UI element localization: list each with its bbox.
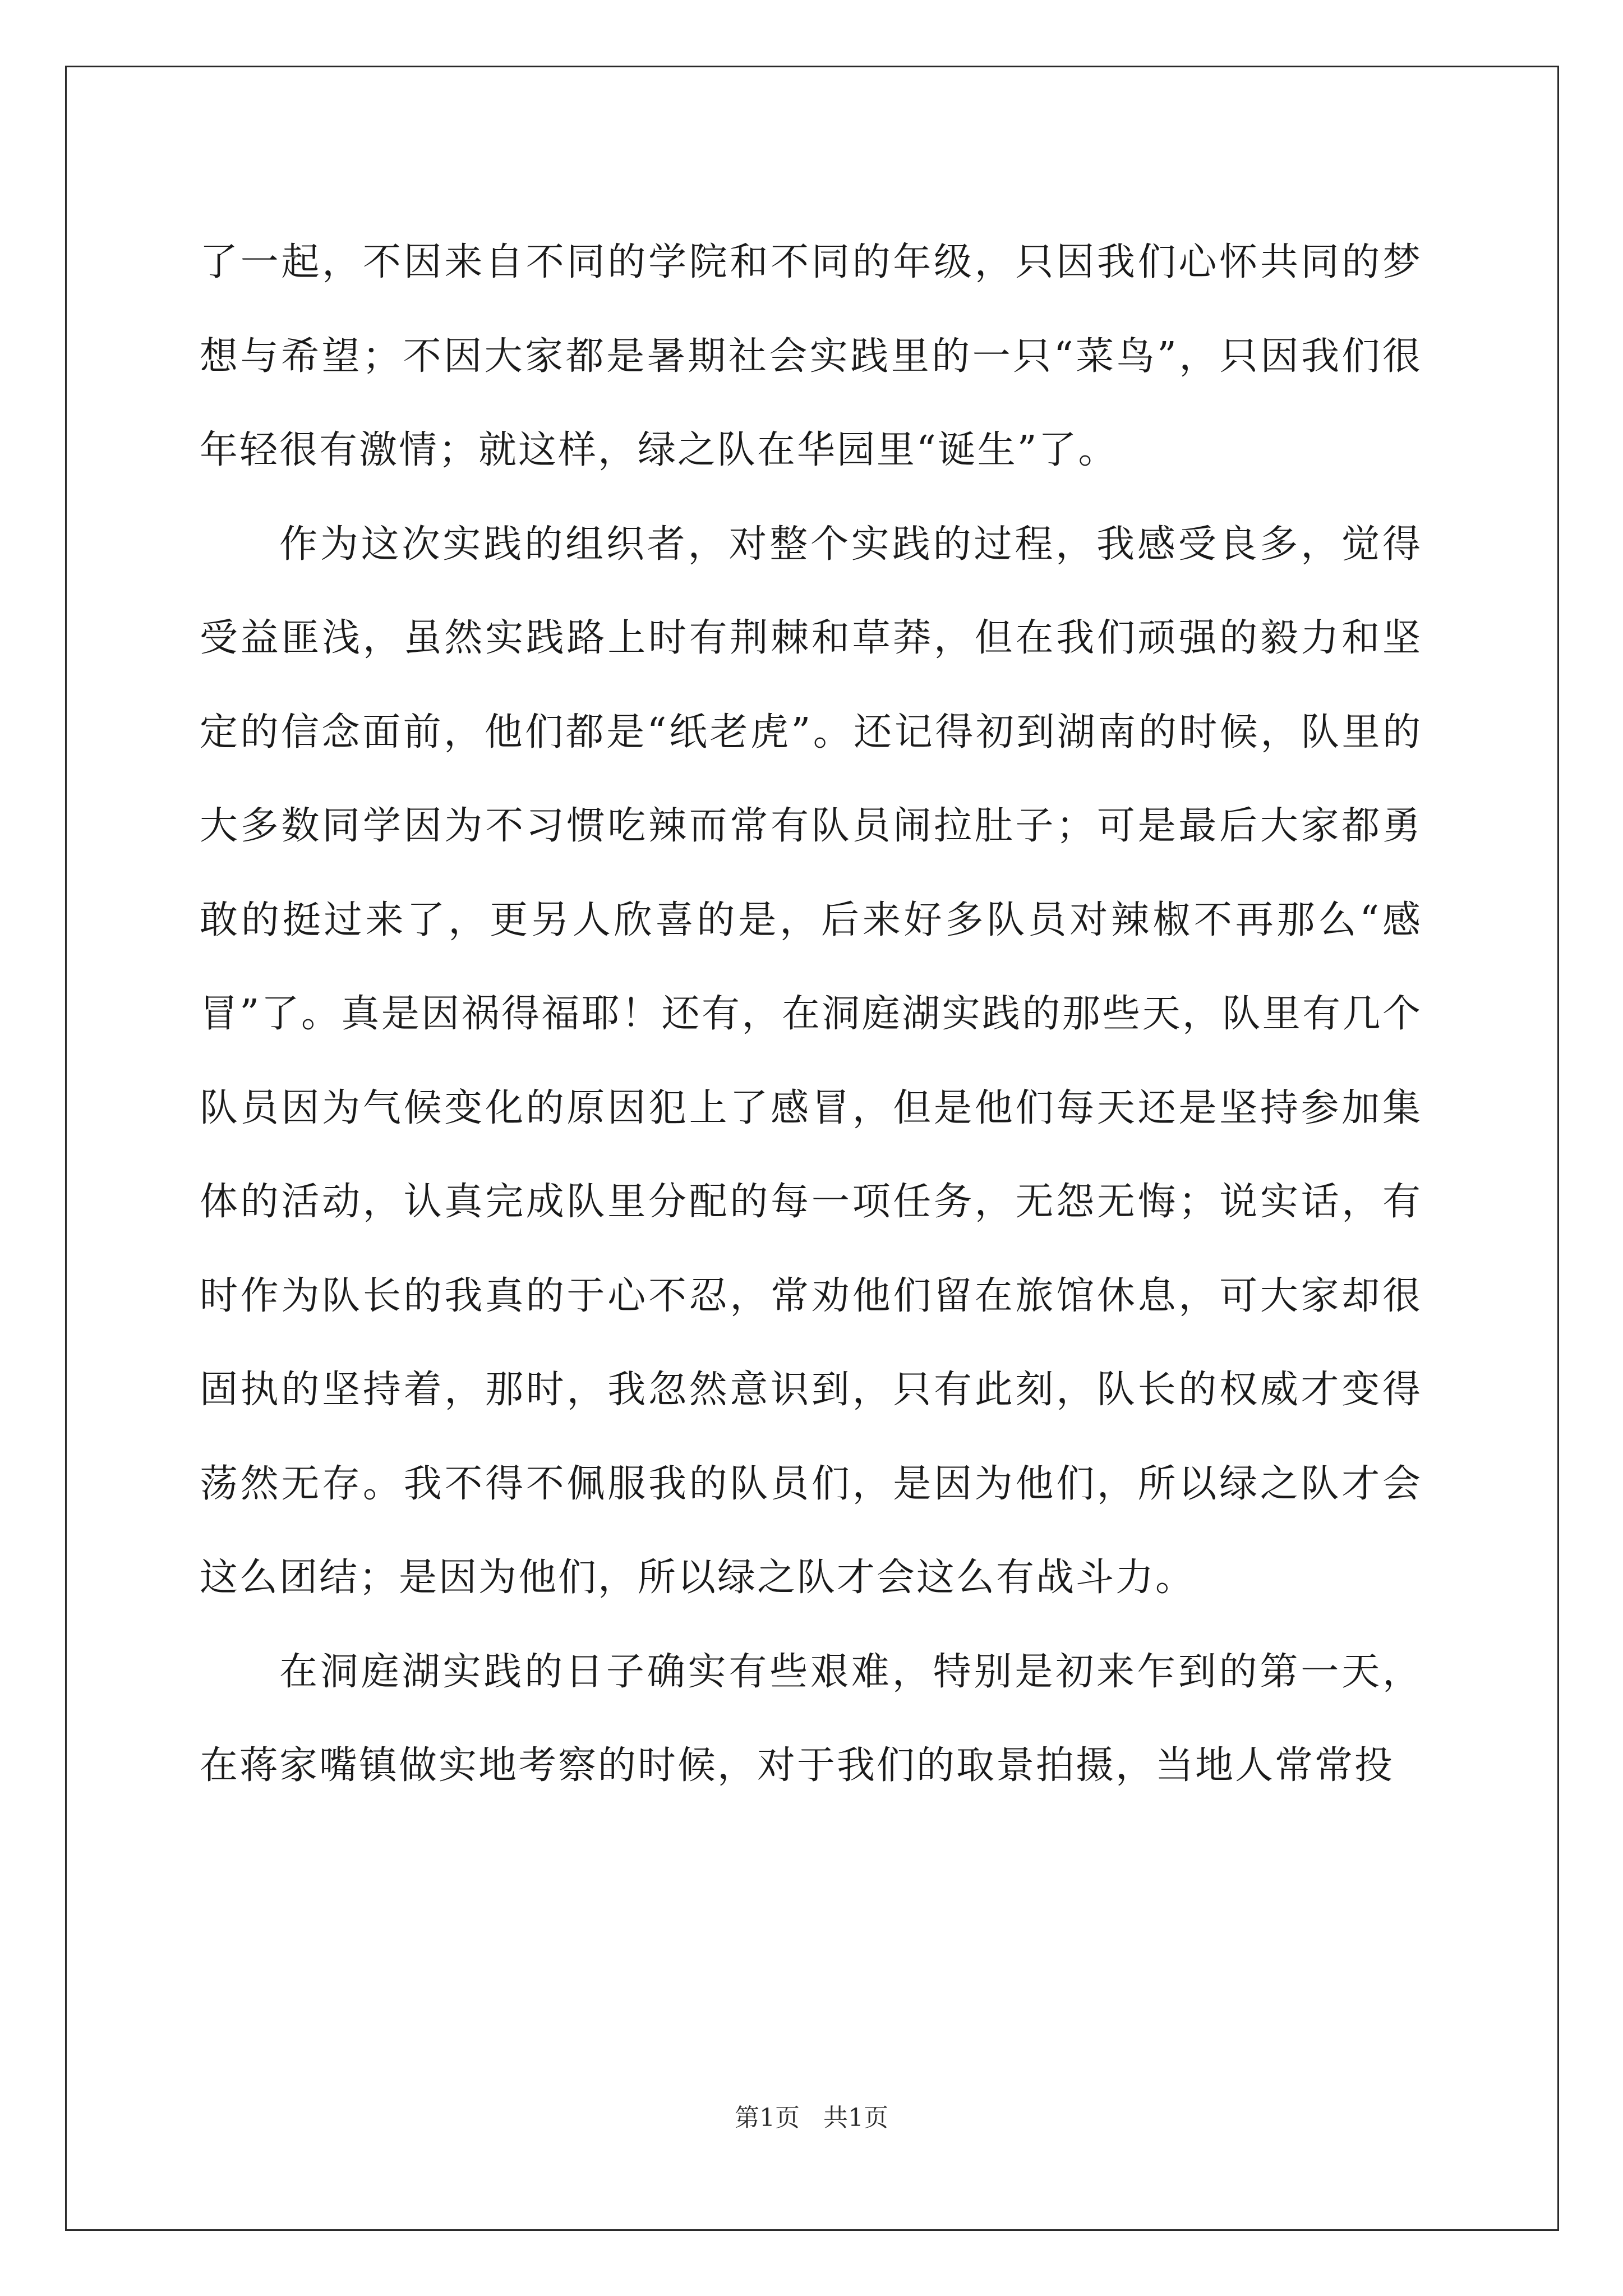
paragraph-3: 在洞庭湖实践的日子确实有些艰难，特别是初来乍到的第一天，在蒋家嘴镇做实地考察的时候，对于我们的取景拍摄，当地人常常投 xyxy=(200,1649,1422,1788)
paragraph-1: 了一起，不因来自不同的学院和不同的年级，只因我们心怀共同的梦想与希望；不因大家都是暑期社会实践里的一只“菜鸟”，只因我们很年轻很有激情；就这样，绿之队在华园里“诞生”了。 xyxy=(200,240,1422,472)
paragraph-2: 作为这次实践的组织者，对整个实践的过程，我感受良多，觉得受益匪浅，虽然实践路上时有荆棘和草莽，但在我们顽强的毅力和坚定的信念面前，他们都是“纸老虎”。还记得初到湖南的时候，队里的大多数同学因为不习惯吃辣而常有队员闹拉肚子；可是最后大家都勇敢的挺过来了，更另人欣喜的是，后来好多队员对辣椒不再那么“感冒”了。真是因祸得福耶！还有，在洞庭湖实践的那些天，队里有几个队员因为气候变化的原因犯上了感冒，但是他们每天还是坚持参加集体的活动，认真完成队里分配的每一项任务，无怨无悔；说实话，有时作为队长的我真的于心不忍，常劝他们留在旅馆休息，可大家却很固执的坚持着，那时，我忽然意识到，只有此刻，队长的权威才变得荡然无存。我不得不佩服我的队员们，是因为他们，所以绿之队才会这么团结；是因为他们，所以绿之队才会这么有战斗力。 xyxy=(200,522,1422,1600)
page-footer: 第1页 共1页 xyxy=(735,2104,888,2132)
document-body xyxy=(200,215,1422,1813)
